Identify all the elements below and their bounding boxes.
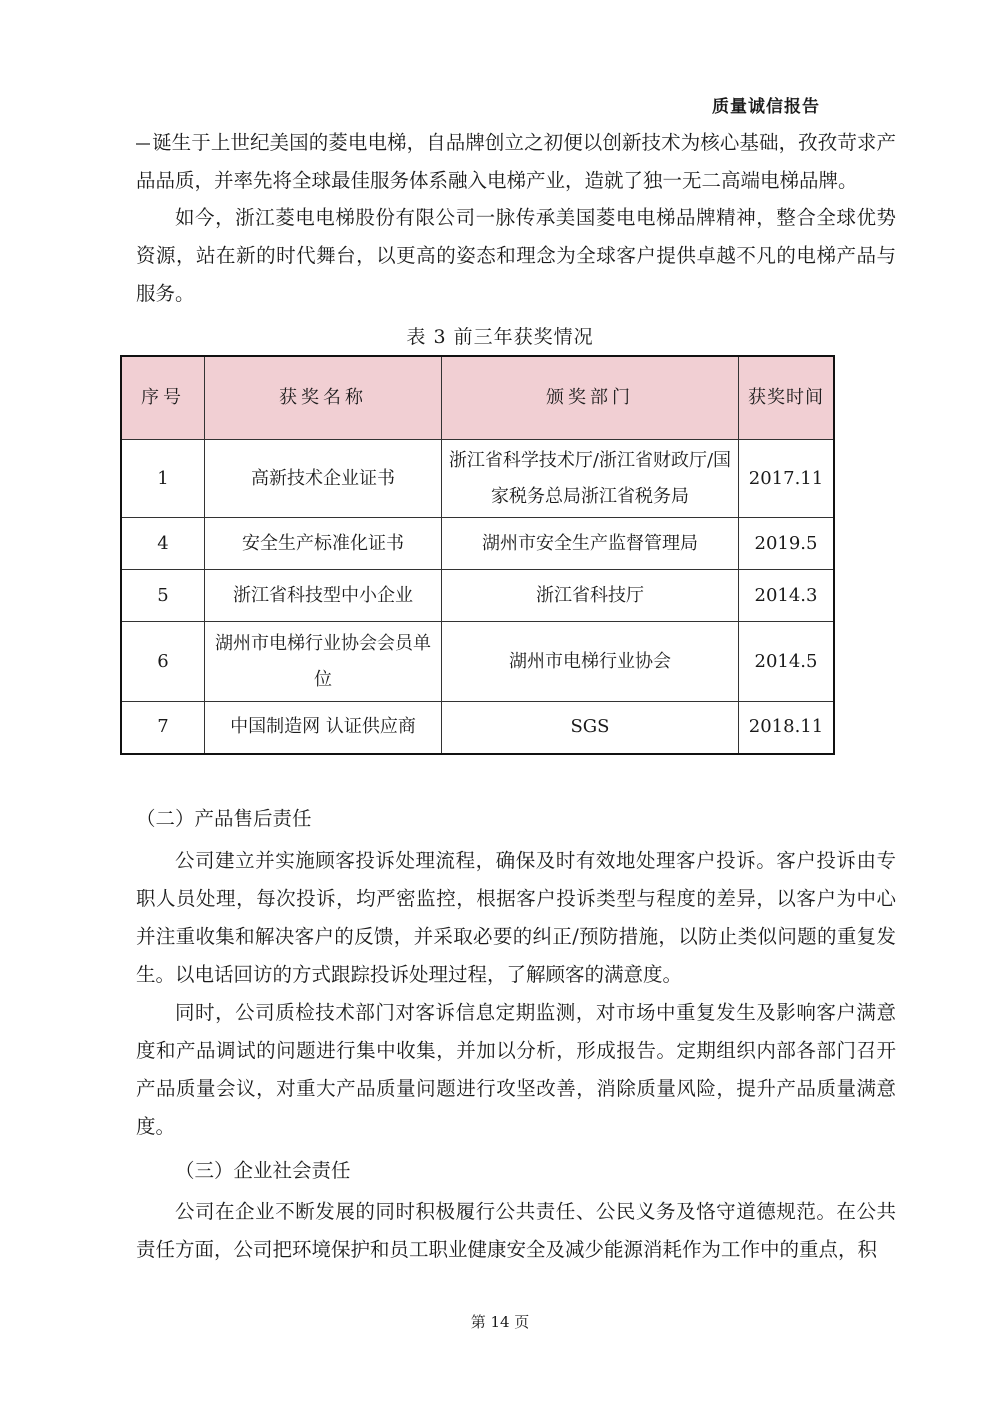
report-header-title: 质量诚信报告 xyxy=(712,97,820,117)
paragraph-intro-text: 诞生于上世纪美国的菱电电梯，自品牌创立之初便以创新技术为核心基础，孜孜苛求产品品质，并率先将全球最佳服务体系融入电梯产业，造就了独一无二高端电梯品牌。 xyxy=(136,131,896,192)
cell-award-name: 中国制造网 认证供应商 xyxy=(205,702,442,754)
cell-dept: SGS xyxy=(442,702,739,754)
cell-no: 4 xyxy=(121,518,205,570)
dash-mark xyxy=(136,143,150,145)
table-row xyxy=(121,518,834,570)
table-header-row xyxy=(121,356,834,440)
cell-dept: 浙江省科技厅 xyxy=(442,570,739,622)
table-row xyxy=(121,440,834,518)
cell-date: 2017.11 xyxy=(739,440,835,518)
table-row xyxy=(121,702,834,754)
cell-dept: 湖州市安全生产监督管理局 xyxy=(442,518,739,570)
paragraph-public-responsibility: 公司在企业不断发展的同时积极履行公共责任、公民义务及恪守道德规范。在公共责任方面，公司把环境保护和员工职业健康安全及减少能源消耗作为工作中的重点，积 xyxy=(136,1200,896,1261)
table-row xyxy=(121,622,834,702)
cell-no: 7 xyxy=(121,702,205,754)
awards-table xyxy=(120,355,835,755)
cell-date: 2014.5 xyxy=(739,622,835,702)
cell-no: 6 xyxy=(121,622,205,702)
table-row xyxy=(121,570,834,622)
cell-date: 2014.3 xyxy=(739,570,835,622)
paragraph-intro xyxy=(136,124,896,200)
cell-date: 2018.11 xyxy=(739,702,835,754)
header-date: 获奖时间 xyxy=(739,356,835,440)
cell-award-name: 湖州市电梯行业协会会员单位 xyxy=(205,622,442,702)
header-award-name: 获奖名称 xyxy=(205,356,442,440)
header-no: 序号 xyxy=(121,356,205,440)
section-heading-after-sales: （二）产品售后责任 xyxy=(136,807,312,830)
cell-award-name: 安全生产标准化证书 xyxy=(205,518,442,570)
table-caption: 表 3 前三年获奖情况 xyxy=(406,326,594,348)
cell-award-name: 高新技术企业证书 xyxy=(205,440,442,518)
paragraph-quality-monitoring: 同时，公司质检技术部门对客诉信息定期监测，对市场中重复发生及影响客户满意度和产品调试的问题进行集中收集，并加以分析，形成报告。定期组织内部各部门召开产品质量会议，对重大产品质量问题进行攻坚改善，消除质量风险，提升产品质量满意度。 xyxy=(136,1001,896,1138)
cell-dept: 浙江省科学技术厅/浙江省财政厅/国家税务总局浙江省税务局 xyxy=(442,440,739,518)
page-number: 第 14 页 xyxy=(470,1313,530,1331)
cell-award-name: 浙江省科技型中小企业 xyxy=(205,570,442,622)
paragraph-company: 如今，浙江菱电电梯股份有限公司一脉传承美国菱电电梯品牌精神，整合全球优势资源，站在新的时代舞台，以更高的姿态和理念为全球客户提供卓越不凡的电梯产品与服务。 xyxy=(136,206,896,305)
header-dept: 颁奖部门 xyxy=(442,356,739,440)
cell-date: 2019.5 xyxy=(739,518,835,570)
cell-dept: 湖州市电梯行业协会 xyxy=(442,622,739,702)
section-heading-social-responsibility: （三）企业社会责任 xyxy=(175,1159,351,1182)
cell-no: 1 xyxy=(121,440,205,518)
cell-no: 5 xyxy=(121,570,205,622)
paragraph-complaints: 公司建立并实施顾客投诉处理流程，确保及时有效地处理客户投诉。客户投诉由专职人员处理，每次投诉，均严密监控，根据客户投诉类型与程度的差异，以客户为中心并注重收集和解决客户的反馈，并采取必要的纠正/预防措施，以防止类似问题的重复发生。以电话回访的方式跟踪投诉处理过程，了解顾客的满意度。 xyxy=(136,849,896,986)
